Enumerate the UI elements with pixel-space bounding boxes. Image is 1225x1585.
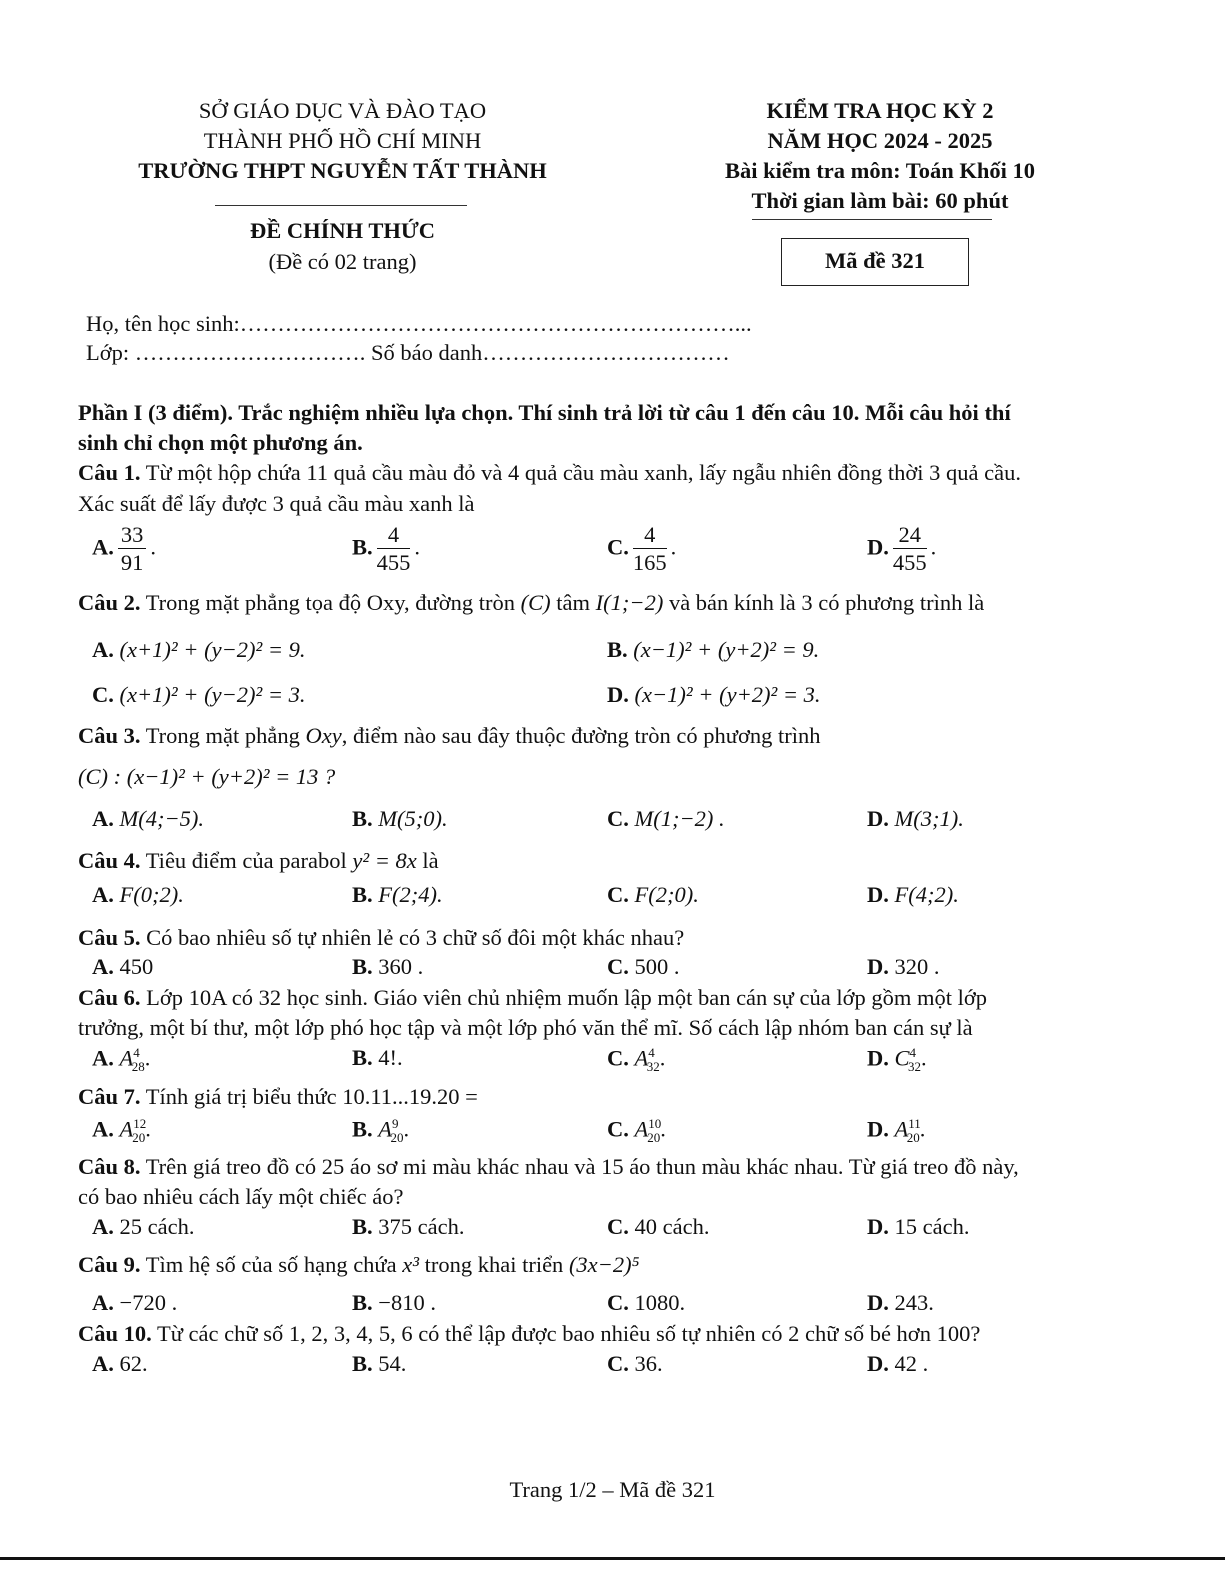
question-10-options xyxy=(92,1351,1212,1387)
exam-code-box: Mã đề 321 xyxy=(781,238,969,286)
option-c[interactable]: C. 40 cách. xyxy=(607,1214,710,1239)
bottom-border xyxy=(0,1557,1225,1560)
question-1-options xyxy=(92,522,1212,584)
class-label: Lớp: …………………………. xyxy=(86,340,366,365)
official-label: ĐỀ CHÍNH THỨC xyxy=(249,218,436,243)
option-b[interactable]: B. −810 . xyxy=(352,1290,436,1315)
question-2-options-row1 xyxy=(92,637,1212,673)
question-8: Câu 8. Trên giá treo đồ có 25 áo sơ mi màu khác nhau và 15 áo thun màu khác nhau. Từ giá treo đồ này, xyxy=(78,1154,1019,1179)
option-d[interactable]: D. F(4;2). xyxy=(867,882,959,907)
subject: Bài kiểm tra môn: Toán Khối 10 xyxy=(724,158,1036,183)
option-d[interactable]: D. $\frac{24}{455}$ . xyxy=(867,522,937,575)
option-b[interactable]: B. (x−1)² + (y+2)² = 9. xyxy=(607,637,820,662)
option-d[interactable]: D. M(3;1). xyxy=(867,806,964,831)
option-b[interactable]: B. F(2;4). xyxy=(352,882,443,907)
option-c[interactable]: C. 36. xyxy=(607,1351,663,1376)
question-1-text-line2: Xác suất để lấy được 3 quả cầu màu xanh là xyxy=(78,491,475,516)
question-7: Câu 7. Tính giá trị biểu thức 10.11...19.20 = xyxy=(78,1084,478,1109)
header-left xyxy=(70,96,615,186)
question-2: Câu 2. Trong mặt phẳng tọa độ Oxy, đường tròn (C) tâm I(1;−2) và bán kính là 3 có phương trình là xyxy=(78,590,985,615)
option-a[interactable]: A. 62. xyxy=(92,1351,148,1376)
option-a[interactable]: A. $A^4_{28}$. xyxy=(92,1045,151,1074)
option-c[interactable]: C. 500 . xyxy=(607,954,680,979)
pages-note: (Đề có 02 trang) xyxy=(268,249,417,274)
option-c[interactable]: C. (x+1)² + (y−2)² = 3. xyxy=(92,682,306,707)
part1-title-line2: sinh chỉ chọn một phương án. xyxy=(78,430,363,455)
option-c[interactable]: C. $A^4_{32}$. xyxy=(607,1045,666,1074)
header-right xyxy=(680,96,1080,216)
option-a[interactable]: A. −720 . xyxy=(92,1290,178,1315)
question-6: Câu 6. Lớp 10A có 32 học sinh. Giáo viên chủ nhiệm muốn lập một ban cán sự của lớp gồm một lớp xyxy=(78,985,988,1010)
question-4-options xyxy=(92,882,1212,918)
option-c[interactable]: C. $\frac{4}{165}$ . xyxy=(607,522,677,575)
option-a[interactable]: A. (x+1)² + (y−2)² = 9. xyxy=(92,637,306,662)
option-d[interactable]: D. $C^4_{32}$. xyxy=(867,1045,927,1074)
question-6-text-line2: trưởng, một bí thư, một lớp phó học tập và một lớp phó văn thể mĩ. Số cách lập nhóm ban cán sự là xyxy=(78,1015,973,1040)
school-name: TRƯỜNG THPT NGUYỄN TẤT THÀNH xyxy=(138,158,547,183)
header-divider-right xyxy=(752,219,992,220)
option-a[interactable]: A. F(0;2). xyxy=(92,882,184,907)
question-3: Câu 3. Trong mặt phẳng Oxy, điểm nào sau đây thuộc đường tròn có phương trình xyxy=(78,723,821,748)
school-year: NĂM HỌC 2024 - 2025 xyxy=(767,128,993,153)
question-2-options-row2 xyxy=(92,682,1212,718)
question-4: Câu 4. Tiêu điểm của parabol y² = 8x là xyxy=(78,848,439,873)
part1-title-line1: Phần I (3 điểm). Trắc nghiệm nhiều lựa chọn. Thí sinh trả lời từ câu 1 đến câu 10. Mỗi câu hỏi thí xyxy=(78,400,1011,425)
question-5: Câu 5. Có bao nhiêu số tự nhiên lẻ có 3 chữ số đôi một khác nhau? xyxy=(78,925,685,950)
option-d[interactable]: D. 320 . xyxy=(867,954,940,979)
question-9: Câu 9. Tìm hệ số của số hạng chứa x³ trong khai triển (3x−2)⁵ xyxy=(78,1252,640,1277)
option-d[interactable]: D. 42 . xyxy=(867,1351,929,1376)
option-c[interactable]: C. 1080. xyxy=(607,1290,686,1315)
option-b[interactable]: B. 4!. xyxy=(352,1045,403,1070)
question-1 xyxy=(78,460,1021,486)
option-b[interactable]: B. 375 cách. xyxy=(352,1214,465,1239)
option-d[interactable]: D. (x−1)² + (y+2)² = 3. xyxy=(607,682,821,707)
page-footer: Trang 1/2 – Mã đề 321 xyxy=(509,1477,716,1502)
question-3-options xyxy=(92,806,1212,842)
sbd-label: Số báo danh…………………………… xyxy=(371,340,730,365)
option-a[interactable]: A. 450 xyxy=(92,954,154,979)
option-d[interactable]: D. 15 cách. xyxy=(867,1214,970,1239)
question-8-text-line2: có bao nhiêu cách lấy một chiếc áo? xyxy=(78,1184,404,1209)
question-7-options xyxy=(92,1116,1212,1152)
question-8-options xyxy=(92,1214,1212,1250)
option-a[interactable]: A. $\frac{33}{91}$ . xyxy=(92,522,156,575)
question-text: Từ một hộp chứa 11 quả cầu màu đỏ và 4 quả cầu màu xanh, lấy ngẫu nhiên đồng thời 3 quả cầu. xyxy=(145,460,1021,485)
question-label: Câu 1. xyxy=(78,460,141,485)
department-name: SỞ GIÁO DỤC VÀ ĐÀO TẠO xyxy=(198,98,487,123)
option-d[interactable]: D. 243. xyxy=(867,1290,934,1315)
option-a[interactable]: A. 25 cách. xyxy=(92,1214,195,1239)
duration: Thời gian làm bài: 60 phút xyxy=(751,188,1009,213)
option-b[interactable]: B. $A^9_{20}$. xyxy=(352,1116,410,1145)
option-c[interactable]: C. $A^{10}_{20}$. xyxy=(607,1116,666,1145)
exam-title: KIỂM TRA HỌC KỲ 2 xyxy=(766,98,994,123)
option-c[interactable]: C. M(1;−2) . xyxy=(607,806,725,831)
header-divider-left xyxy=(215,205,467,206)
option-a[interactable]: A. M(4;−5). xyxy=(92,806,205,831)
option-c[interactable]: C. F(2;0). xyxy=(607,882,699,907)
option-d[interactable]: D. $A^{11}_{20}$. xyxy=(867,1116,926,1145)
option-b[interactable]: B. 54. xyxy=(352,1351,407,1376)
question-3-equation: (C) : (x−1)² + (y+2)² = 13 ? xyxy=(78,764,336,789)
student-class-line xyxy=(86,340,730,366)
question-6-options xyxy=(92,1045,1212,1081)
option-b[interactable]: B. $\frac{4}{455}$ . xyxy=(352,522,421,575)
city-name: THÀNH PHỐ HỒ CHÍ MINH xyxy=(203,128,482,153)
option-b[interactable]: B. 360 . xyxy=(352,954,424,979)
question-10: Câu 10. Từ các chữ số 1, 2, 3, 4, 5, 6 có thể lập được bao nhiêu số tự nhiên có 2 chữ số bé hơn 100? xyxy=(78,1321,981,1346)
option-b[interactable]: B. M(5;0). xyxy=(352,806,448,831)
student-name-line: Họ, tên học sinh:…………………………………………………………... xyxy=(86,311,752,336)
option-a[interactable]: A. $A^{12}_{20}$. xyxy=(92,1116,151,1145)
